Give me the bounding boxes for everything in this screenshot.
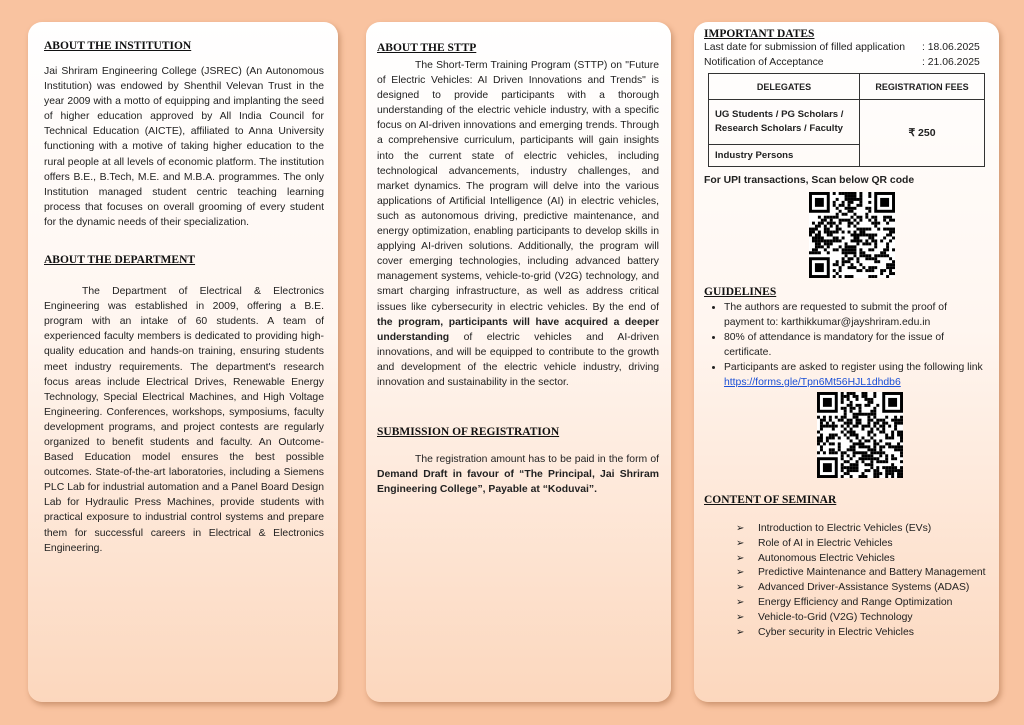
submission-text — [377, 452, 659, 497]
sttp-heading: ABOUT THE STTP — [377, 42, 477, 54]
fees-header-delegates: DELEGATES — [709, 74, 860, 100]
date-value: : 21.06.2025 — [922, 57, 980, 68]
sttp-text-bold: the program, participants will have acquired a deeper understanding — [377, 316, 659, 343]
seminar-item: ➢ Cyber security in Electric Vehicles — [736, 626, 987, 641]
seminar-item: ➢ Advanced Driver-Assistance Systems (ADAS) — [736, 581, 987, 596]
left-panel — [28, 22, 338, 702]
fees-row-students: UG Students / PG Scholars / Research Scholars / Faculty — [709, 100, 860, 145]
date-row — [704, 55, 987, 70]
guideline-item — [724, 360, 987, 390]
seminar-item: ➢ Autonomous Electric Vehicles — [736, 552, 987, 567]
upi-text: For UPI transactions, Scan below QR code — [704, 175, 915, 186]
seminar-heading: CONTENT OF SEMINAR — [704, 494, 837, 506]
date-value: : 18.06.2025 — [922, 42, 980, 53]
submission-text-part: The registration amount has to be paid in the form of — [415, 454, 659, 466]
institution-heading: ABOUT THE INSTITUTION — [44, 40, 192, 52]
submission-heading: SUBMISSION OF REGISTRATION — [377, 426, 560, 439]
fees-table — [708, 73, 985, 167]
sttp-text-part: of electric vehicles and AI-driven innovations, and will be equipped to contribute to the growth and development of the electric vehicle industry, driving innovation and sustainability in the sector. — [377, 331, 659, 388]
registration-link[interactable]: https://forms.gle/Tpn6Mt56HJL1dhdb6 — [724, 377, 901, 388]
sttp-text-part: The Short-Term Training Program (STTP) on "Future of Electric Vehicles: AI Driven Innovations and Trends" is designed to provide participants with a thorough understanding of the electric vehicle industry, with a specific focus on AI-driven innovations and emerging trends. Through a comprehensive curriculum, participants will gain insights into the current state of electric vehicles, including technological advancements, industry challenges, and market dynamics. The program will delve into the various applications of Artificial Intelligence (AI) in electric vehicles, such as autonomous driving, predictive maintenance, and energy optimization, enabling participants to develop skills in applying AI-driven solutions. Additionally, the program will cover emerging technologies, including advanced battery management systems, vehicle-to-grid (V2G) technology, and smart charging infrastructure, as well as address critical issues like cybersecurity in electric vehicles. By the end of — [377, 60, 659, 313]
guideline-item: • The authors are requested to submit the proof of payment to: karthikkumar@jayshriram.edu.in — [724, 300, 987, 330]
guidelines-heading: GUIDELINES — [704, 286, 777, 298]
middle-panel — [366, 22, 671, 702]
date-label: Notification of Acceptance — [704, 57, 824, 68]
fees-amount: ₹ 250 — [860, 100, 985, 167]
institution-text: Jai Shriram Engineering College (JSREC) (An Autonomous Institution) was endowed by Shenthil Velevan Trust in the year 2009 with a motto of equipping and implanting the seed of higher education approved by All India Council for Technical Education (AICTE), affiliated to Anna University functioning with a motive of taking higher education to the rural people at all levels of economic platform. The institution offers B.E., B.Tech, M.E. and M.B.A. programmes. The only Institution managed student centric teaching learning process that focuses on overall grooming of every student for the dynamic needs of their specialization. — [44, 66, 324, 228]
dates-heading: IMPORTANT DATES — [704, 28, 815, 40]
submission-text-bold: Demand Draft in favour of “The Principal, Jai Shriram Engineering College”, Payable at “Koduvai”. — [377, 469, 659, 496]
department-heading: ABOUT THE DEPARTMENT — [44, 254, 196, 267]
guideline-text: Participants are asked to register using the following link — [724, 362, 983, 373]
seminar-item: ➢ Vehicle-to-Grid (V2G) Technology — [736, 611, 987, 626]
dates-list — [704, 40, 987, 70]
guidelines-list — [704, 300, 987, 390]
seminar-item: ➢ Introduction to Electric Vehicles (EVs) — [736, 522, 987, 537]
fees-header-fees: REGISTRATION FEES — [860, 74, 985, 100]
right-panel — [694, 22, 999, 702]
qr-code-icon[interactable] — [809, 192, 895, 278]
seminar-item: ➢ Energy Efficiency and Range Optimization — [736, 596, 987, 611]
date-label: Last date for submission of filled application — [704, 42, 905, 53]
department-text: The Department of Electrical & Electronics Engineering was established in 2009, offering a B.E. program with an intake of 60 students. A team of experienced faculty members is dedicated to providing high-quality education and hands-on training, ensuring students meet industry requirements. The department's research focus areas include Electrical Drives, Renewable Energy Technology, Special Electrical Machines, and High Voltage Engineering. Conferences, workshops, symposiums, faculty development programs, and project contests are regularly organized to benefit students and faculty. An Outcome-Based Education model ensures the best possible outcomes. State-of-the-art laboratories, including a Siemens PLC Lab for industrial automation and a Panel Board Design Lab for Hydraulic Press Machines, provide students with practical exposure to industrial control systems and prepare them for successful careers in Electrical & Electronics Engineering. — [44, 286, 324, 554]
date-row — [704, 40, 987, 55]
seminar-list — [704, 522, 987, 640]
seminar-item: ➢ Predictive Maintenance and Battery Management — [736, 566, 987, 581]
fees-row-industry: Industry Persons — [709, 145, 860, 167]
sttp-text — [377, 58, 659, 390]
seminar-item: ➢ Role of AI in Electric Vehicles — [736, 537, 987, 552]
guideline-item: • 80% of attendance is mandatory for the issue of certificate. — [724, 330, 987, 360]
qr-code-icon[interactable] — [817, 392, 903, 478]
